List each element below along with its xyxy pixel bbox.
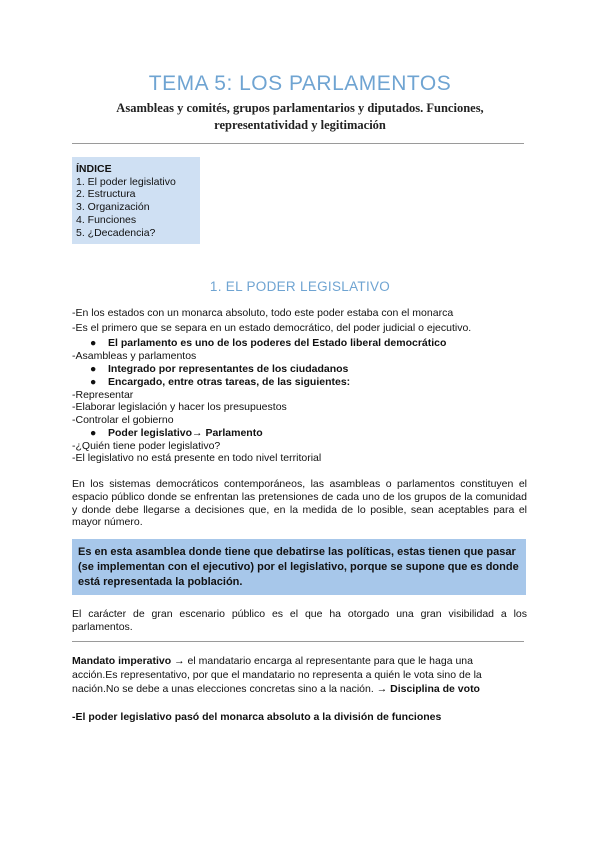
index-item: 1. El poder legislativo — [76, 175, 176, 188]
mandato-term: Mandato imperativo — [72, 655, 172, 667]
text-line: -¿Quién tiene poder legislativo? — [72, 440, 221, 452]
index-heading: ÍNDICE — [76, 163, 112, 175]
bullet-text: Integrado por representantes de los ciudadanos — [108, 363, 349, 375]
highlight-callout: Es en esta asamblea donde tiene que debatirse las políticas, estas tienen que pasar (se implementan con el ejecutivo) por el legislativo, porque se supone que es donde está representada la población. — [72, 539, 526, 595]
index-item: 3. Organización — [76, 201, 150, 214]
bullet-item — [90, 337, 446, 349]
subtitle-line-2: representatividad y legitimación — [214, 118, 386, 132]
bullet-item — [90, 376, 350, 388]
bullet-icon: ● — [90, 376, 97, 388]
index-item: 5. ¿Decadencia? — [76, 226, 156, 239]
mandato-line-2: acción.Es representativo, por que el mandatario no representa a quién le vota sino de la — [72, 669, 482, 681]
bullet-text: Encargado, entre otras tareas, de las siguientes: — [108, 376, 351, 388]
divider — [72, 143, 524, 144]
mandato-text: → el mandatario encarga al representante para que le haga una — [171, 655, 473, 667]
paragraph: En los sistemas democráticos contemporáneos, las asambleas o parlamentos constituyen el espacio público donde se enfrentan las pretensiones de cada uno de los grupos de la comunidad y donde debe llegarse a decisiones que, en la medida de lo posible, sean aceptables para el mayor número. — [72, 478, 527, 529]
index-item: 4. Funciones — [76, 213, 137, 226]
bullet-icon: ● — [90, 363, 97, 375]
index-box — [72, 157, 200, 244]
text-line: -Es el primero que se separa en un estado democrático, del poder judicial o ejecutivo. — [72, 322, 472, 334]
index-item: 2. Estructura — [76, 188, 136, 201]
bullet-item — [90, 363, 348, 375]
bullet-item — [90, 427, 263, 439]
mandato-line-1 — [72, 655, 473, 668]
bullet-text: El parlamento es uno de los poderes del Estado liberal democrático — [108, 337, 447, 349]
text-line: -Asambleas y parlamentos — [72, 350, 197, 362]
text-line: -Controlar el gobierno — [72, 414, 174, 426]
mandato-line-3 — [72, 683, 480, 696]
mandato-conclusion: Disciplina de voto — [390, 683, 480, 695]
text-line: -En los estados con un monarca absoluto, todo este poder estaba con el monarca — [72, 307, 454, 319]
divider — [72, 641, 524, 642]
subtitle-line-1: Asambleas y comités, grupos parlamentarios y diputados. Funciones, — [116, 101, 484, 115]
bullet-icon: ● — [90, 427, 97, 439]
mandato-text: nación.No se debe a unas elecciones concretas sino a la nación. → — [72, 683, 391, 695]
bullet-text: Poder legislativo→ Parlamento — [108, 427, 263, 439]
page-title: TEMA 5: LOS PARLAMENTOS — [148, 72, 452, 95]
section-heading: 1. EL PODER LEGISLATIVO — [209, 279, 391, 294]
page-subtitle — [80, 100, 520, 134]
paragraph: El carácter de gran escenario público es el que ha otorgado una gran visibilidad a los parlamentos. — [72, 608, 527, 633]
bullet-icon: ● — [90, 337, 97, 349]
final-line: -El poder legislativo pasó del monarca absoluto a la división de funciones — [72, 711, 442, 723]
text-line: -Elaborar legislación y hacer los presupuestos — [72, 401, 287, 413]
text-line: -El legislativo no está presente en todo nivel territorial — [72, 452, 322, 464]
text-line: -Representar — [72, 389, 134, 401]
